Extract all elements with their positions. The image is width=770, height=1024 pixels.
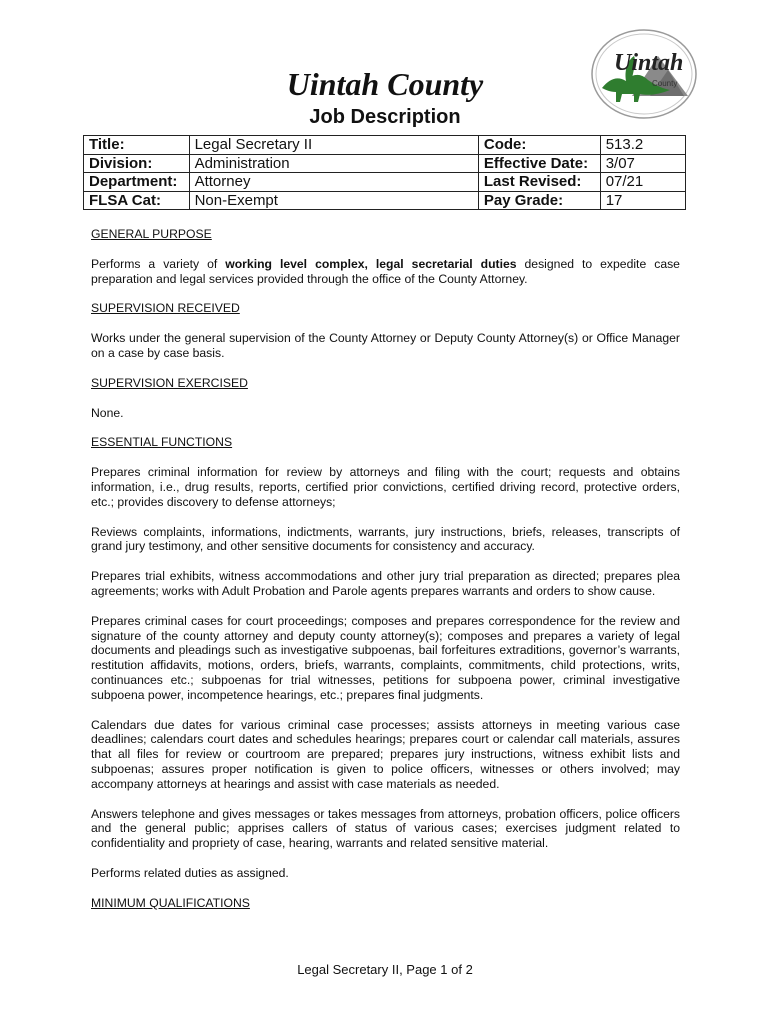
supervision-received-text: Works under the general supervision of the County Attorney or Deputy County Attorney(s) or Office Manager on a case by case basis.: [91, 331, 680, 360]
general-purpose-text: Performs a variety of working level complex, legal secretarial duties designed to expedite case preparation and legal services provided through the office of the County Attorney.: [91, 256, 680, 286]
supervision-received-heading: SUPERVISION RECEIVED: [91, 301, 240, 316]
division-value: Administration: [189, 154, 478, 173]
table-row: [84, 191, 686, 210]
essential-function-item: Prepares criminal information for review by attorneys and filing with the court; requests and obtains information, i.e., drug results, reports, certified prior convictions, certified driving record, protective orders, etc.; provides discovery to defense attorneys;: [91, 465, 680, 509]
pay-grade-value: 17: [600, 191, 685, 210]
job-info-table: [83, 135, 686, 210]
general-purpose-heading: GENERAL PURPOSE: [91, 227, 212, 241]
minimum-qualifications-heading: MINIMUM QUALIFICATIONS: [91, 895, 250, 910]
pay-grade-label: Pay Grade:: [478, 191, 600, 210]
essential-function-item: Prepares criminal cases for court proceedings; composes and prepares correspondence for the review and signature of the county attorney and deputy county attorney(s); composes and prepares a variety of legal documents and pleadings such as investigative subpoenas, bail forfeitures extraditions, governor’s warrants, restitution affidavits, motions, orders, briefs, warrants, complaints, commitments, child protections, writs, continuances etc.; subpoenas for trial witnesses, petitions for subpoena power, criminal investigative subpoena power, incompetence hearings, etc.; prepares final judgments.: [91, 613, 680, 702]
document-title: Job Description: [309, 106, 461, 128]
department-label: Department:: [84, 173, 190, 192]
essential-function-item: Prepares trial exhibits, witness accommodations and other jury trial preparation as directed; prepares plea agreements; works with Adult Probation and Parole agents prepares warrants and orders to show cause.: [91, 569, 680, 598]
department-value: Attorney: [189, 173, 478, 192]
title-label: Title:: [84, 136, 190, 155]
effective-date-label: Effective Date:: [478, 154, 600, 173]
svg-text:County: County: [652, 79, 678, 88]
essential-function-item: Calendars due dates for various criminal case processes; assists attorneys in meeting various case deadlines; calendars court dates and schedules hearings; prepares court or calendar call materials, assures that all files for review or courtroom are prepared; prepares jury instructions, witness exhibit lists and subpoenas; assures proper notification is given to police officers, witnesses or others involved; may accompany attorneys at hearings and assist with case materials as needed.: [91, 717, 680, 791]
essential-function-item: Answers telephone and gives messages or takes messages from attorneys, probation officers, police officers and the general public; apprises callers of status of various cases; exercises judgment related to confidentiality and propriety of case, hearing, warrants and related sensitive material.: [91, 806, 680, 851]
table-row: [84, 173, 686, 192]
effective-date-value: 3/07: [600, 154, 685, 173]
code-value: 513.2: [600, 136, 685, 155]
supervision-exercised-text: None.: [91, 405, 124, 420]
essential-function-item: Reviews complaints, informations, indictments, warrants, jury instructions, briefs, releases, transcripts of grand jury testimony, and other sensitive documents for consistency and accuracy.: [91, 524, 680, 554]
table-row: [84, 154, 686, 173]
essential-functions-heading: ESSENTIAL FUNCTIONS: [91, 435, 233, 450]
document-body: [91, 227, 680, 926]
supervision-exercised-heading: SUPERVISION EXERCISED: [91, 375, 248, 390]
county-name: Uintah County: [286, 66, 484, 102]
svg-text:Uintah: Uintah: [614, 50, 684, 76]
flsa-value: Non-Exempt: [189, 191, 478, 210]
last-revised-label: Last Revised:: [478, 173, 600, 192]
title-value: Legal Secretary II: [189, 136, 478, 155]
table-row: [84, 136, 686, 155]
division-label: Division:: [84, 154, 190, 173]
flsa-label: FLSA Cat:: [84, 191, 190, 210]
last-revised-value: 07/21: [600, 173, 685, 192]
page-footer: Legal Secretary II, Page 1 of 2: [297, 962, 473, 977]
essential-function-item: Performs related duties as assigned.: [91, 865, 289, 880]
code-label: Code:: [478, 136, 600, 155]
